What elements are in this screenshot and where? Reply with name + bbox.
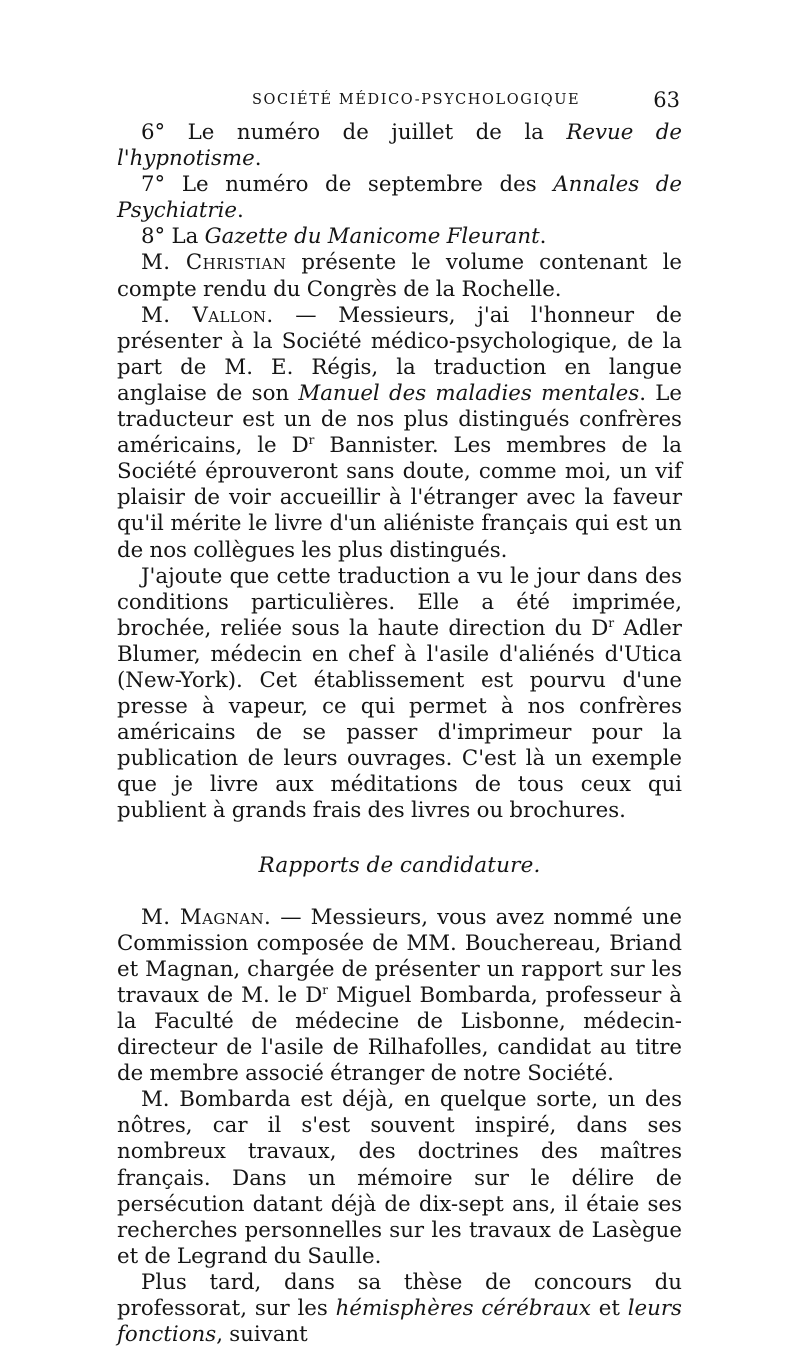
magnan-text-1: — Messieurs, vous avez nommé une Commission composée de MM. Bouchereau, Briand et Magnan, chargée de présenter un rapport sur les travaux de M. le D xyxy=(117,904,683,1008)
list-item-6 xyxy=(117,120,682,172)
vallon-text-2: . Le traducteur est un de nos plus distingués confrères américains, le D xyxy=(117,380,682,459)
section-heading: Rapports de candidature. xyxy=(258,852,541,878)
christian-paragraph xyxy=(117,250,682,302)
page-number: 63 xyxy=(653,88,680,112)
speaker-magnan: M. Magnan. xyxy=(141,904,272,930)
doctor-superscript: r xyxy=(608,615,615,630)
body-text xyxy=(117,120,682,1348)
christian-text: présente le volume contenant le compte rendu du Congrès de la Rochelle. xyxy=(117,250,683,302)
vallon-para2-b: Adler Blumer, médecin en chef à l'asile d'aliénés d'Utica (New-York). Cet établissement est pourvu d'une presse à vapeur, ce qui permet à nos confrères américains de se passer d'imprimeur pour la publication de leurs ouvrages. C'est là un exemple que je livre aux méditations de tous ceux qui publient à grands frais des livres ou brochures. xyxy=(117,615,682,824)
doctor-superscript: r xyxy=(322,982,329,997)
item-7-prefix: 7° Le numéro de septembre des xyxy=(141,172,554,198)
book-page xyxy=(117,84,682,1348)
item-7-title: Annales de Psychiatrie xyxy=(117,172,682,224)
item-8-prefix: 8° La xyxy=(141,224,205,250)
magnan-para3-a: Plus tard, dans sa thèse de concours du professorat, sur les xyxy=(117,1269,682,1322)
vallon-text-1: — Messieurs, j'ai l'honneur de présenter à la Société médico-psychologique, de la part de M. E. Régis, la traduction en langue anglaise de son xyxy=(117,302,682,406)
speaker-vallon: M. Vallon. xyxy=(141,302,274,328)
running-title: SOCIÉTÉ MÉDICO-PSYCHOLOGIQUE xyxy=(252,92,581,108)
list-item-8 xyxy=(117,224,682,250)
item-6-suffix: . xyxy=(254,146,262,172)
magnan-text-2: Miguel Bombarda, professeur à la Faculté de médecine de Lisbonne, médecin-directeur de l'asile de Rilhafolles, candidat au titre de membre associé étranger de notre Société. xyxy=(117,982,682,1087)
item-7-suffix: . xyxy=(237,198,244,224)
speaker-christian: M. Christian xyxy=(141,250,287,276)
vallon-book-title: Manuel des maladies mentales xyxy=(298,380,640,406)
vallon-paragraph-2 xyxy=(117,564,682,825)
item-6-title: Revue de l'hypnotisme xyxy=(117,120,682,172)
magnan-para3-mid: et xyxy=(590,1296,628,1322)
list-item-7 xyxy=(117,172,682,224)
item-8-title: Gazette du Manicome Fleurant xyxy=(204,224,540,250)
doctor-superscript: r xyxy=(308,433,315,448)
magnan-paragraph-2: M. Bombarda est déjà, en quelque sorte, un des nôtres, car il s'est souvent inspiré, dans ses nombreux travaux, des doctrines des maîtres français. Dans un mémoire sur le délire de persécution datant déjà de dix-sept ans, il étaie ses recherches personnelles sur les travaux de Lasègue et de Legrand du Saulle. xyxy=(117,1087,682,1269)
item-8-suffix: . xyxy=(539,224,547,250)
magnan-para3-title-2: leurs fonctions xyxy=(117,1296,682,1348)
magnan-paragraph-3 xyxy=(117,1270,682,1348)
magnan-para3-title-1: hémisphères cérébraux xyxy=(335,1296,591,1322)
vallon-paragraph-1 xyxy=(117,303,682,564)
magnan-paragraph-1 xyxy=(117,905,682,1088)
magnan-para3-b: , suivant xyxy=(216,1322,308,1348)
vallon-text-3: Bannister. Les membres de la Société éprouveront sans doute, comme moi, un vif plaisir de voir accueillir à l'étranger avec la faveur qu'il mérite le livre d'un aliéniste français qui est un de nos collègues les plus distingués. xyxy=(117,433,682,563)
running-header xyxy=(117,84,682,120)
item-6-prefix: 6° Le numéro de juillet de la xyxy=(141,120,567,145)
vallon-para2-a: J'ajoute que cette traduction a vu le jour dans des conditions particulières. Elle a été imprimée, brochée, reliée sous la haute direction du D xyxy=(117,563,682,641)
